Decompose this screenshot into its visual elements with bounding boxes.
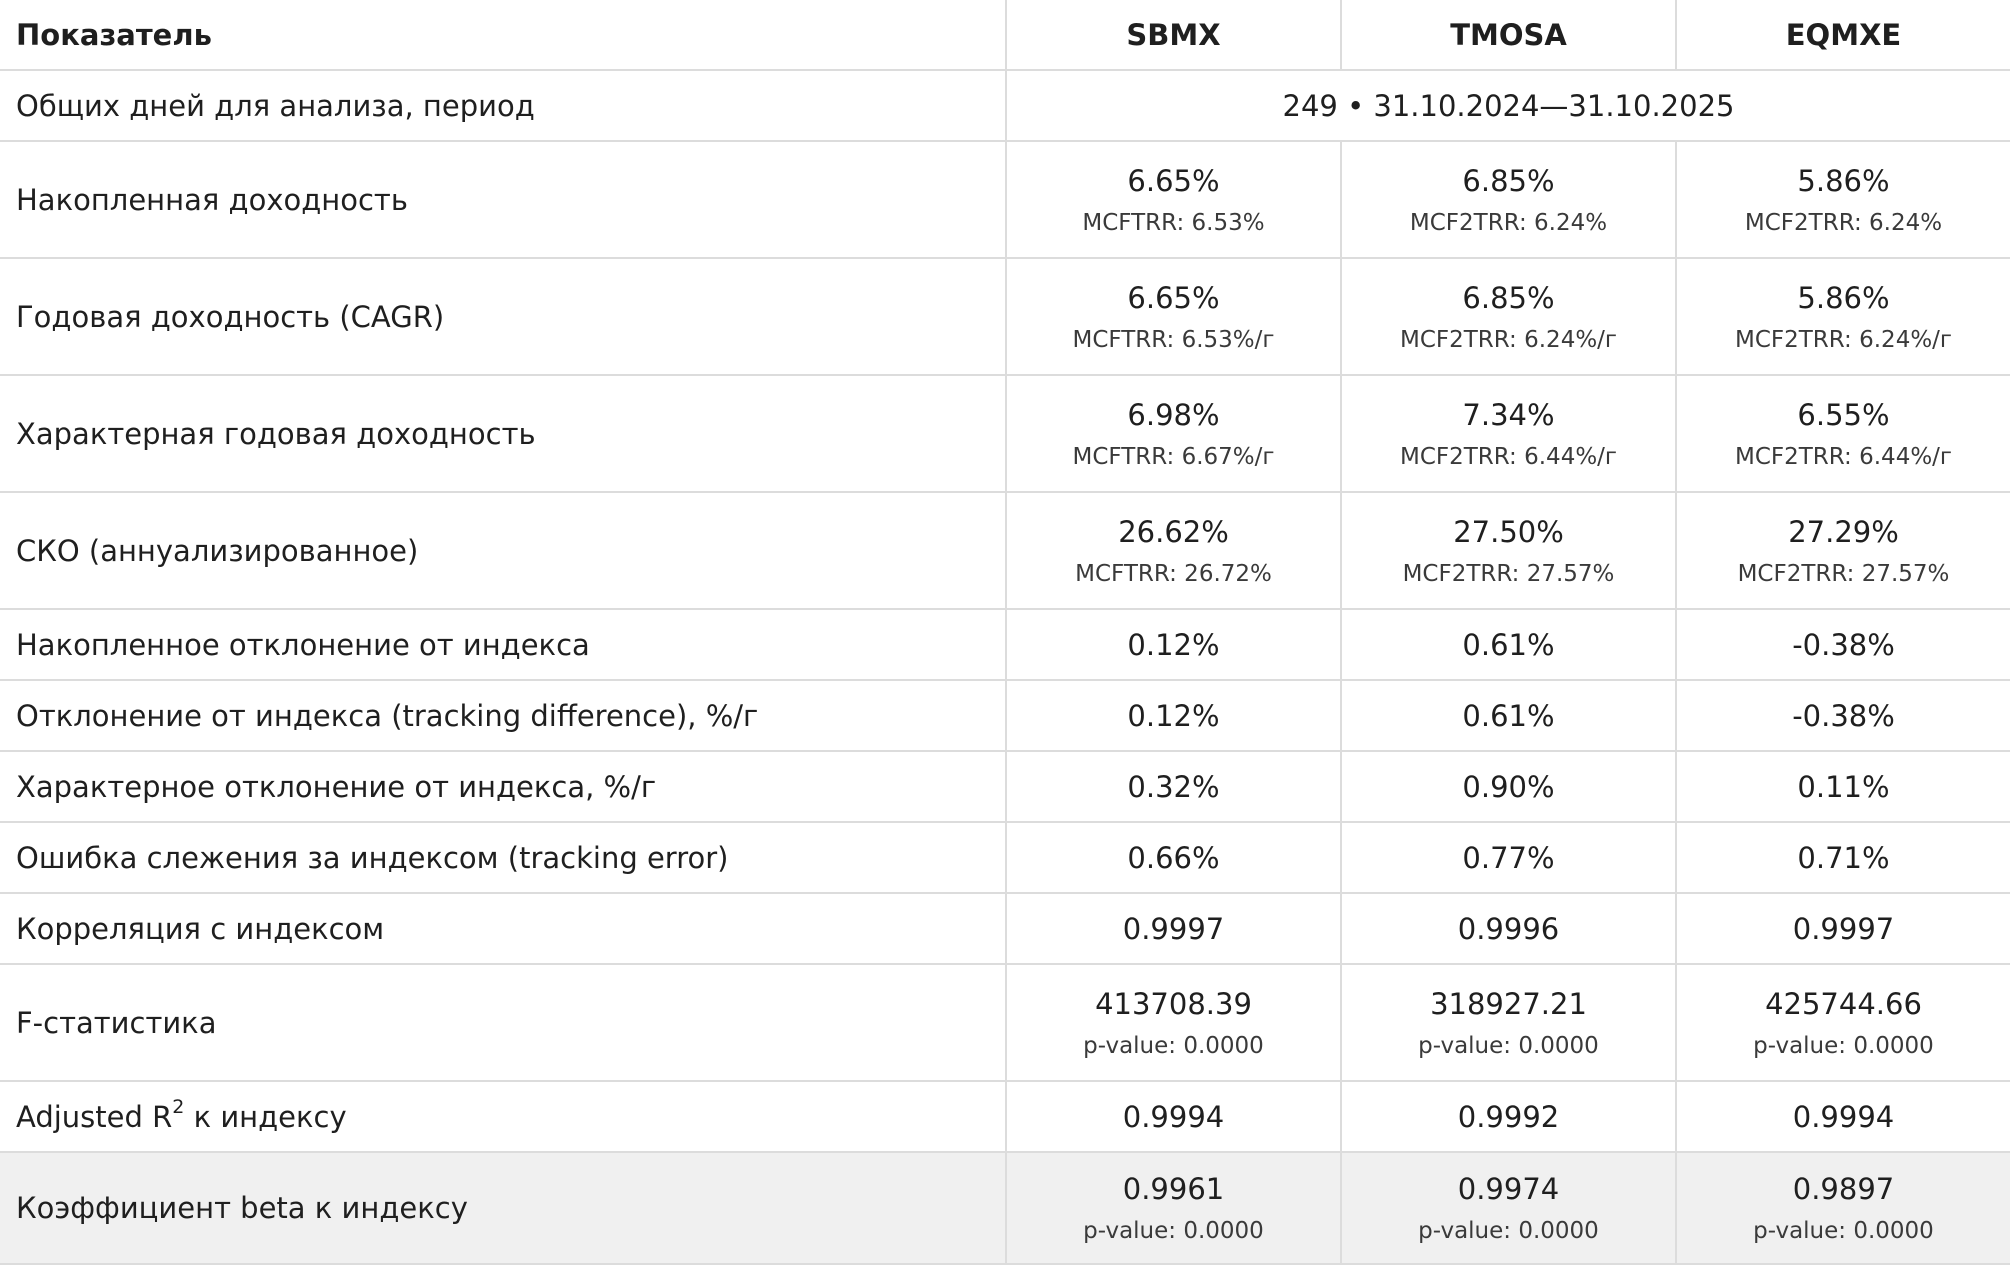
value-main: 6.65%: [1127, 163, 1220, 198]
column-header-sbmx[interactable]: SBMX: [1006, 0, 1341, 70]
column-header-tmosa[interactable]: TMOSA: [1341, 0, 1676, 70]
p-value-note: p-value: 0.0000: [1418, 1032, 1599, 1059]
table-row-typical-return: [0, 375, 2010, 492]
row-label: Характерное отклонение от индекса, %/г: [0, 751, 1006, 822]
table-row-tracking-difference: [0, 680, 2010, 751]
value-cell: 0.90%: [1341, 751, 1676, 822]
value-cell: 0.12%: [1006, 609, 1341, 680]
table-row-beta[interactable]: [0, 1152, 2010, 1264]
superscript-2: 2: [172, 1095, 185, 1118]
value-index-note: MCF2TRR: 6.24%: [1409, 209, 1608, 236]
value-main: 6.55%: [1797, 397, 1890, 432]
row-label: Ошибка слежения за индексом (tracking error): [0, 822, 1006, 893]
value-cell: 0.9994: [1006, 1081, 1341, 1152]
column-header-eqmxe[interactable]: EQMXE: [1676, 0, 2010, 70]
value-index-note: MCF2TRR: 6.44%/г: [1734, 443, 1953, 470]
value-cell: [1676, 375, 2010, 492]
value-cell: -0.38%: [1676, 609, 2010, 680]
value-main: 5.86%: [1797, 280, 1890, 315]
column-header-metric[interactable]: Показатель: [0, 0, 1006, 70]
value-main: 0.9974: [1457, 1172, 1560, 1206]
row-label-text: к индексу: [184, 1099, 347, 1134]
p-value-note: p-value: 0.0000: [1753, 1218, 1934, 1244]
value-cell: 0.66%: [1006, 822, 1341, 893]
value-cell: 0.12%: [1006, 680, 1341, 751]
value-index-note: MCF2TRR: 27.57%: [1402, 560, 1615, 587]
row-label: Характерная годовая доходность: [0, 375, 1006, 492]
row-label: Корреляция с индексом: [0, 893, 1006, 964]
value-cell: [1341, 964, 1676, 1081]
row-label: Общих дней для анализа, период: [0, 70, 1006, 141]
value-cell: [1006, 141, 1341, 258]
p-value-note: p-value: 0.0000: [1418, 1218, 1599, 1244]
value-cell: 0.9997: [1676, 893, 2010, 964]
value-index-note: MCFTRR: 26.72%: [1075, 560, 1272, 587]
value-main: 7.34%: [1462, 397, 1555, 432]
value-cell: [1006, 964, 1341, 1081]
value-main: 27.50%: [1453, 514, 1564, 549]
value-cell: [1006, 1152, 1341, 1264]
row-label: Годовая доходность (CAGR): [0, 258, 1006, 375]
row-label: Коэффициент beta к индексу: [0, 1152, 1006, 1264]
value-cell: [1006, 375, 1341, 492]
value-main: 0.9961: [1122, 1172, 1225, 1206]
value-main: 6.65%: [1127, 280, 1220, 315]
period-value: 249 • 31.10.2024—31.10.2025: [1006, 70, 2010, 141]
value-cell: [1676, 964, 2010, 1081]
value-main: 318927.21: [1430, 986, 1587, 1021]
value-cell: 0.9996: [1341, 893, 1676, 964]
table-row-period: [0, 70, 2010, 141]
value-main: 0.9897: [1792, 1172, 1895, 1206]
p-value-note: p-value: 0.0000: [1753, 1032, 1934, 1059]
table-row-typical-deviation: [0, 751, 2010, 822]
row-label: Накопленная доходность: [0, 141, 1006, 258]
row-label: [0, 1081, 1006, 1152]
value-index-note: MCFTRR: 6.67%/г: [1072, 443, 1275, 470]
p-value-note: p-value: 0.0000: [1083, 1032, 1264, 1059]
value-cell: [1341, 1152, 1676, 1264]
value-cell: [1676, 141, 2010, 258]
row-label: Накопленное отклонение от индекса: [0, 609, 1006, 680]
value-cell: 0.11%: [1676, 751, 2010, 822]
value-index-note: MCF2TRR: 27.57%: [1737, 560, 1950, 587]
value-cell: [1341, 141, 1676, 258]
value-cell: [1676, 258, 2010, 375]
value-cell: [1341, 258, 1676, 375]
value-cell: 0.61%: [1341, 680, 1676, 751]
table-row-adjusted-r2: [0, 1081, 2010, 1152]
table-row-tracking-error: [0, 822, 2010, 893]
value-cell: -0.38%: [1676, 680, 2010, 751]
value-index-note: MCF2TRR: 6.24%/г: [1734, 326, 1953, 353]
value-main: 413708.39: [1095, 986, 1252, 1021]
value-main: 27.29%: [1788, 514, 1899, 549]
value-cell: 0.9997: [1006, 893, 1341, 964]
value-main: 5.86%: [1797, 163, 1890, 198]
value-cell: [1676, 1152, 2010, 1264]
value-cell: [1341, 492, 1676, 609]
row-label: СКО (аннуализированное): [0, 492, 1006, 609]
value-main: 26.62%: [1118, 514, 1229, 549]
value-main: 425744.66: [1765, 986, 1922, 1021]
value-cell: [1676, 492, 2010, 609]
row-label: F-статистика: [0, 964, 1006, 1081]
table-row-std: [0, 492, 2010, 609]
value-index-note: MCF2TRR: 6.44%/г: [1399, 443, 1618, 470]
value-index-note: MCFTRR: 6.53%/г: [1072, 326, 1275, 353]
value-index-note: MCFTRR: 6.53%: [1082, 209, 1265, 236]
value-main: 6.85%: [1462, 280, 1555, 315]
table-row-cagr: [0, 258, 2010, 375]
table-row-f-stat: [0, 964, 2010, 1081]
row-label-text: Adjusted R: [16, 1099, 173, 1134]
value-main: 6.98%: [1127, 397, 1220, 432]
value-main: 6.85%: [1462, 163, 1555, 198]
row-label: Отклонение от индекса (tracking difference), %/г: [0, 680, 1006, 751]
value-cell: [1341, 375, 1676, 492]
value-cell: 0.9994: [1676, 1081, 2010, 1152]
value-cell: [1006, 258, 1341, 375]
value-cell: 0.61%: [1341, 609, 1676, 680]
table-row-cumulative-return: [0, 141, 2010, 258]
p-value-note: p-value: 0.0000: [1083, 1218, 1264, 1244]
value-cell: 0.77%: [1341, 822, 1676, 893]
value-cell: 0.71%: [1676, 822, 2010, 893]
table-row-cumulative-deviation: [0, 609, 2010, 680]
header-row: [0, 0, 2010, 70]
value-cell: [1006, 492, 1341, 609]
table-row-correlation: [0, 893, 2010, 964]
value-index-note: MCF2TRR: 6.24%: [1744, 209, 1943, 236]
value-index-note: MCF2TRR: 6.24%/г: [1399, 326, 1618, 353]
value-cell: 0.32%: [1006, 751, 1341, 822]
value-cell: 0.9992: [1341, 1081, 1676, 1152]
